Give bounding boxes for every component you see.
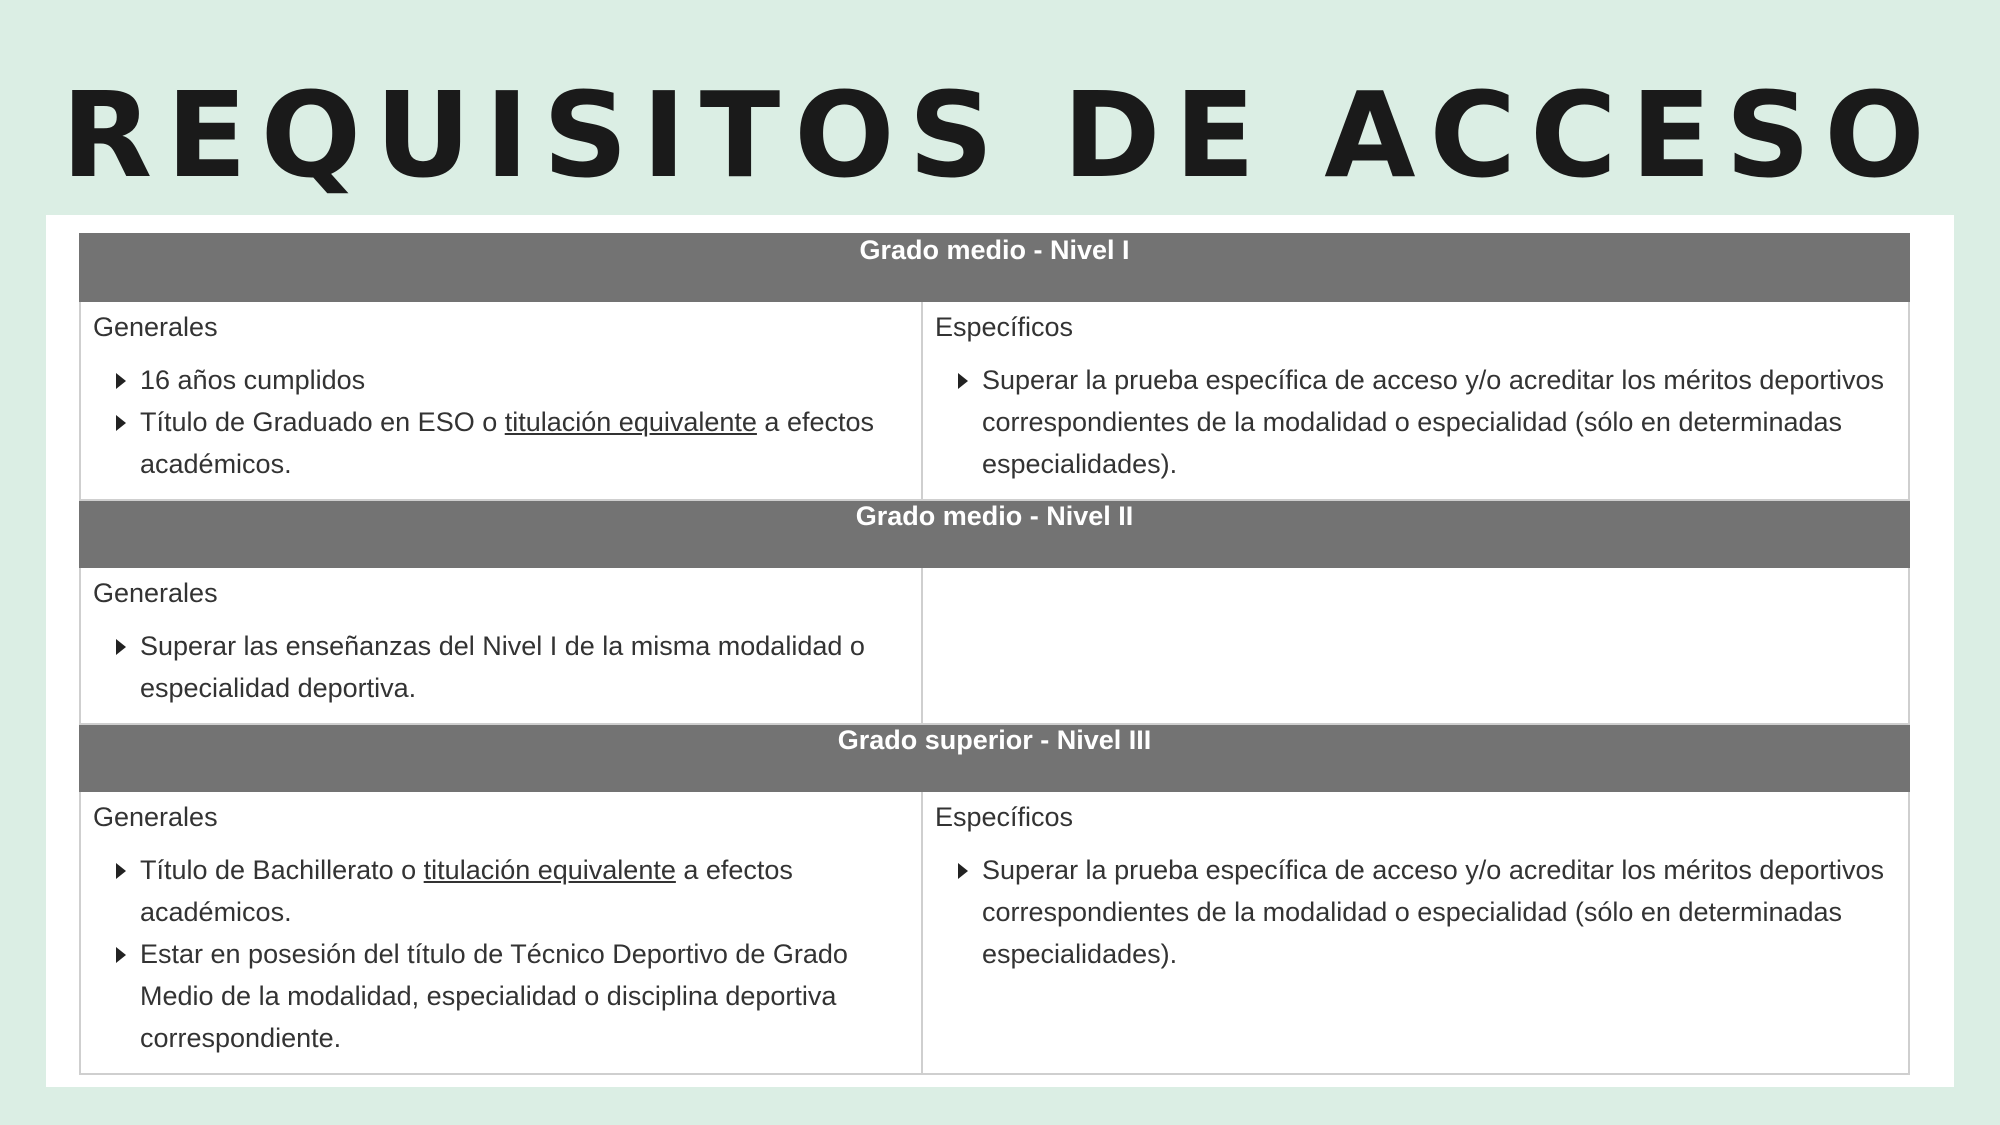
requirements-table bbox=[79, 233, 1910, 1075]
list-item-text: a efectos académicos. bbox=[140, 407, 874, 479]
bullet-arrow-icon bbox=[958, 373, 968, 389]
list-item-text: Título de Bachillerato o bbox=[140, 855, 424, 885]
list-item bbox=[935, 359, 1896, 485]
section-header-row bbox=[80, 234, 1909, 301]
especificos-cell bbox=[922, 791, 1909, 1074]
bullet-arrow-icon bbox=[116, 863, 126, 879]
list-item bbox=[93, 849, 909, 933]
generales-label: Generales bbox=[93, 578, 218, 608]
list-item bbox=[93, 625, 909, 709]
list-item-text: 16 años cumplidos bbox=[140, 365, 366, 395]
generales-list bbox=[93, 359, 909, 485]
generales-cell bbox=[80, 791, 922, 1074]
titulacion-equivalente-link[interactable]: titulación equivalente bbox=[423, 855, 676, 885]
list-item-text: Superar las enseñanzas del Nivel I de la misma modalidad o especialidad deportiva. bbox=[140, 631, 865, 703]
generales-list bbox=[93, 625, 909, 709]
generales-cell bbox=[80, 567, 922, 724]
list-item-text: Estar en posesión del título de Técnico Deportivo de Grado Medio de la modalidad, especialidad o disciplina deportiva correspondiente. bbox=[140, 939, 848, 1053]
page-title: REQUISITOS DE ACCESO bbox=[61, 66, 1939, 204]
section-body-row bbox=[80, 301, 1909, 500]
list-item-text: a efectos académicos. bbox=[140, 855, 793, 927]
section-header-nivel-1: Grado medio - Nivel I bbox=[80, 234, 1909, 301]
bullet-arrow-icon bbox=[958, 863, 968, 879]
section-header-nivel-2: Grado medio - Nivel II bbox=[80, 500, 1909, 567]
generales-cell bbox=[80, 301, 922, 500]
bullet-arrow-icon bbox=[116, 947, 126, 963]
bullet-arrow-icon bbox=[116, 373, 126, 389]
list-item bbox=[93, 401, 909, 485]
section-body-row bbox=[80, 567, 1909, 724]
especificos-list bbox=[935, 359, 1896, 485]
section-body-row bbox=[80, 791, 1909, 1074]
especificos-list bbox=[935, 849, 1896, 975]
bullet-arrow-icon bbox=[116, 415, 126, 431]
generales-label: Generales bbox=[93, 802, 218, 832]
list-item bbox=[93, 933, 909, 1059]
bullet-arrow-icon bbox=[116, 639, 126, 655]
generales-list bbox=[93, 849, 909, 1059]
generales-label: Generales bbox=[93, 312, 218, 342]
list-item bbox=[935, 849, 1896, 975]
especificos-label: Específicos bbox=[935, 802, 1074, 832]
section-header-row bbox=[80, 724, 1909, 791]
requirements-panel bbox=[46, 215, 1954, 1087]
list-item-text: Superar la prueba específica de acceso y/o acreditar los méritos deportivos correspondientes de la modalidad o especialidad (sólo en determinadas especialidades). bbox=[982, 855, 1884, 969]
especificos-label: Específicos bbox=[935, 312, 1074, 342]
titulacion-equivalente-link[interactable]: titulación equivalente bbox=[504, 407, 757, 437]
section-header-nivel-3: Grado superior - Nivel III bbox=[80, 724, 1909, 791]
list-item-text: Superar la prueba específica de acceso y/o acreditar los méritos deportivos correspondientes de la modalidad o especialidad (sólo en determinadas especialidades). bbox=[982, 365, 1884, 479]
list-item bbox=[93, 359, 909, 401]
list-item-text: Título de Graduado en ESO o bbox=[140, 407, 505, 437]
section-header-row bbox=[80, 500, 1909, 567]
empty-cell bbox=[922, 567, 1909, 724]
especificos-cell bbox=[922, 301, 1909, 500]
